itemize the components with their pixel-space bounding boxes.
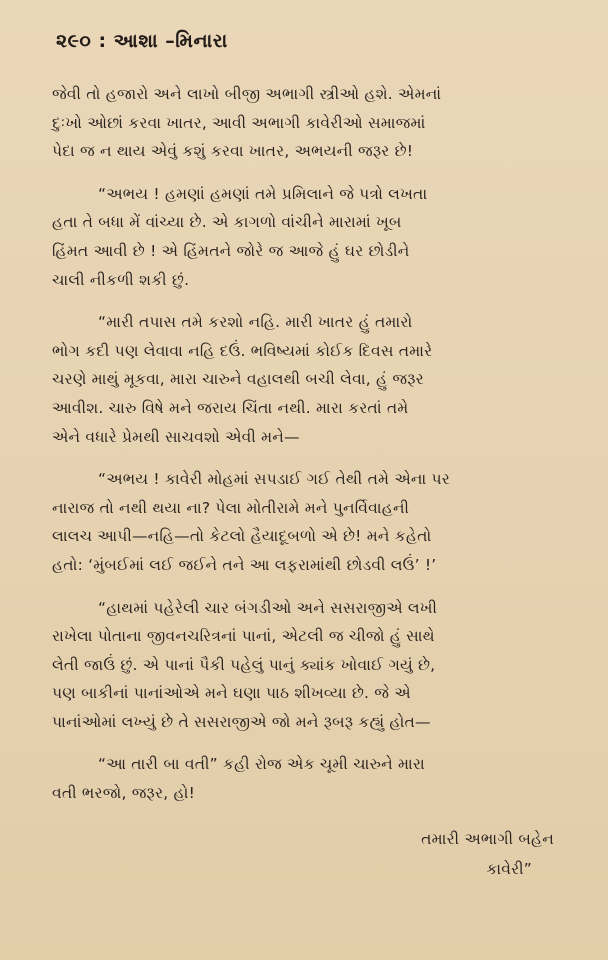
paragraph-5: [52, 594, 562, 737]
signoff-name: કાવેરી”: [486, 859, 532, 878]
paragraph-line: વતી ભરજો, જરૂર, હો!: [52, 784, 195, 803]
paragraph-line: એને વધારે પ્રેમથી સાચવશો એવી મને—: [52, 427, 300, 446]
paragraph-2: [52, 180, 562, 294]
paragraph-line: ચરણે માથું મૂકવા, મારા ચારુને વહાલથી બચી લેવા, હું જરૂર: [52, 370, 424, 389]
paragraph-1: [52, 80, 562, 166]
paragraph-line: દુઃખો ઓછાં કરવા ખાતર, આવી અભાગી કાવેરીઓ સમાજમાં: [52, 113, 426, 132]
paragraph-line: નારાજ તો નથી થયા ના? પેલા મોતીરામે મને પુનર્વિવાહની: [52, 498, 410, 517]
paragraph-line: “અભય ! કાવેરી મોહમાં સપડાઈ ગઈ તેથી તમે એના પર: [98, 470, 451, 489]
paragraph-4: [52, 465, 562, 579]
paragraph-line: રાખેલા પોતાના જીવનચરિત્રનાં પાનાં, એટલી જ ચીજો હું સાથે: [52, 627, 435, 646]
paragraph-line: પેદા જ ન થાય એવું કશું કરવા ખાતર, અભયની જરૂર છે!: [52, 142, 414, 161]
paragraph-line: હતા તે બધા મેં વાંચ્યા છે. એ કાગળો વાંચીને મારામાં ખૂબ: [52, 213, 402, 232]
paragraph-line: પાનાંઓમાં લખ્યું છે તે સસરાજીએ જો મને રૂબરૂ કહ્યું હોત—: [52, 712, 431, 731]
paragraph-line: લાલચ આપી—નહિ—તો કેટલો હૈયાદૂબળો એ છે! મને કહેતો: [52, 527, 432, 546]
paragraph-line: લેતી જાઉં છું. એ પાનાં પૈકી પહેલું પાનું ક્યાંક ખોવાઈ ગયું છે,: [52, 655, 436, 674]
paragraph-line: ભોગ કદી પણ લેવાવા નહિ દઉં. ભવિષ્યમાં કોઈક દિવસ તમારે: [52, 341, 433, 360]
paragraph-line: “અભય ! હમણાં હમણાં તમે પ્રમિલાને જે પત્રો લખતા: [98, 184, 428, 203]
page-header: ૨૯૦ : આશા –મિનારા: [56, 30, 228, 52]
signoff-closing: તમારી અભાગી બહેન: [421, 829, 554, 848]
paragraph-line: ચાલી નીકળી શકી છું.: [52, 270, 190, 289]
paragraph-line: આવીશ. ચારુ વિષે મને જરાય ચિંતા નથી. મારા કરતાં તમે: [52, 398, 409, 417]
paragraph-line: “મારી તપાસ તમે કરશો નહિ. મારી ખાતર હું તમારો: [98, 313, 413, 332]
paragraph-line: “આ તારી બા વતી” કહી રોજ એક ચૂમી ચારુને મારા: [98, 755, 425, 774]
paragraph-line: હતો: ‘મુંબઈમાં લઈ જઈને તને આ લફરામાંથી છોડવી લઉં’ !’: [52, 555, 437, 574]
paragraph-line: જેવી તો હજારો અને લાખો બીજી અભાગી સ્ત્રીઓ હશે. એમનાં: [52, 85, 442, 103]
paragraph-line: હિંમત આવી છે ! એ હિંમતને જોરે જ આજે હું ઘર છોડીને: [52, 241, 410, 260]
paragraph-6: [52, 750, 562, 807]
letter-signoff: [52, 824, 562, 884]
paragraph-line: “હાથમાં પહેરેલી ચાર બંગડીઓ અને સસરાજીએ લખી: [98, 598, 438, 617]
paragraph-line: પણ બાકીનાં પાનાંઓએ મને ઘણા પાઠ શીખવ્યા છે. જે એ: [52, 684, 411, 703]
paragraph-3: [52, 308, 562, 451]
